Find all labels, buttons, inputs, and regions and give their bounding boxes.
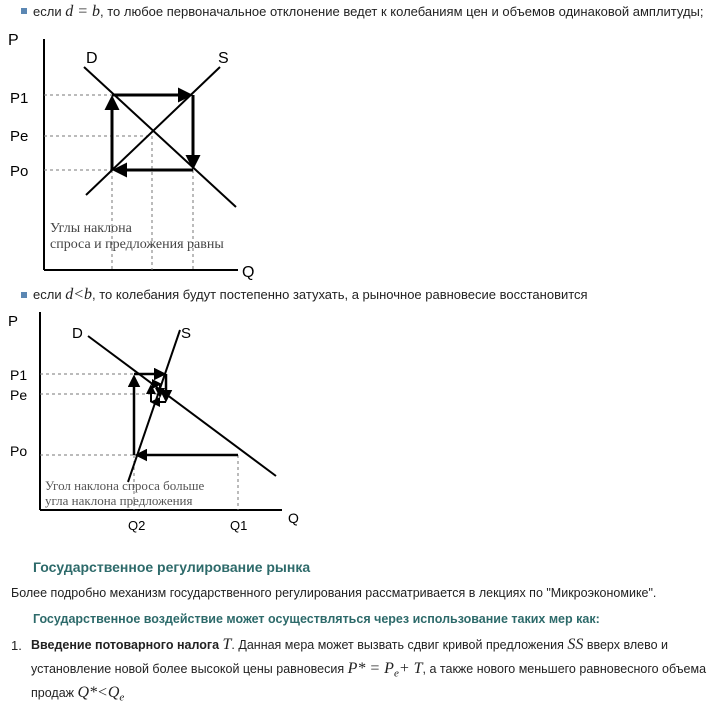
chart-note-line2: спроса и предложения равны <box>50 237 224 252</box>
bullet-marker <box>21 8 27 14</box>
section-intro: Более подробно механизм государственного регулирования рассматривается в лекциях по "Микроэкономике". <box>11 586 657 600</box>
chart-note-line1: Угол наклона спроса больше <box>45 478 205 493</box>
list-item-number: 1. <box>11 638 22 653</box>
supply-curve <box>128 330 180 482</box>
demand-label: D <box>86 50 98 67</box>
po-label: Po <box>10 443 28 459</box>
po-label: Po <box>10 163 29 180</box>
demand-curve <box>84 67 236 207</box>
p1-label: P1 <box>10 90 29 107</box>
bullet-text-equal-slopes: если d = b, то любое первоначальное отклонение ведет к колебаниям цен и объемов одинаковой амплитуды; <box>33 3 704 20</box>
bullet-marker <box>21 292 27 298</box>
supply-label: S <box>218 50 229 67</box>
p1-label: P1 <box>10 367 28 383</box>
chart-note-line2: угла наклона предложения <box>45 493 193 508</box>
bullet-text-damped: если d<b, то колебания будут постепенно затухать, а рыночное равновесие восстановится <box>33 286 588 303</box>
p-axis-label: P <box>8 32 19 49</box>
list-item-line2: установление новой более высокой цены равновесия $P* = P_e+ T$, а также нового меньшего равновесного объема <box>31 660 707 680</box>
cobweb-chart-damped <box>0 308 310 538</box>
section-title: Государственное регулирование рынка <box>33 559 311 575</box>
pe-label: Pe <box>10 128 29 145</box>
list-item-line3: продаж $Q*<Q_e$ <box>31 684 125 704</box>
q-axis-label: Q <box>242 264 255 281</box>
list-item-line1: Введение потоварного налога T. Данная мера может вызвать сдвиг кривой предложения SS вверх влево и <box>31 636 668 653</box>
section-subtitle: Государственное воздействие может осуществляться через использование таких мер как: <box>33 612 600 626</box>
q2-label: Q2 <box>128 518 146 533</box>
pe-label: Pe <box>10 387 28 403</box>
demand-label: D <box>72 325 83 342</box>
p-axis-label: P <box>8 313 19 330</box>
supply-label: S <box>181 325 192 342</box>
q-axis-label: Q <box>288 510 299 526</box>
chart-note-line1: Углы наклона <box>50 221 132 236</box>
cobweb-chart-equal-slopes <box>0 25 300 285</box>
q1-label: Q1 <box>230 518 248 533</box>
